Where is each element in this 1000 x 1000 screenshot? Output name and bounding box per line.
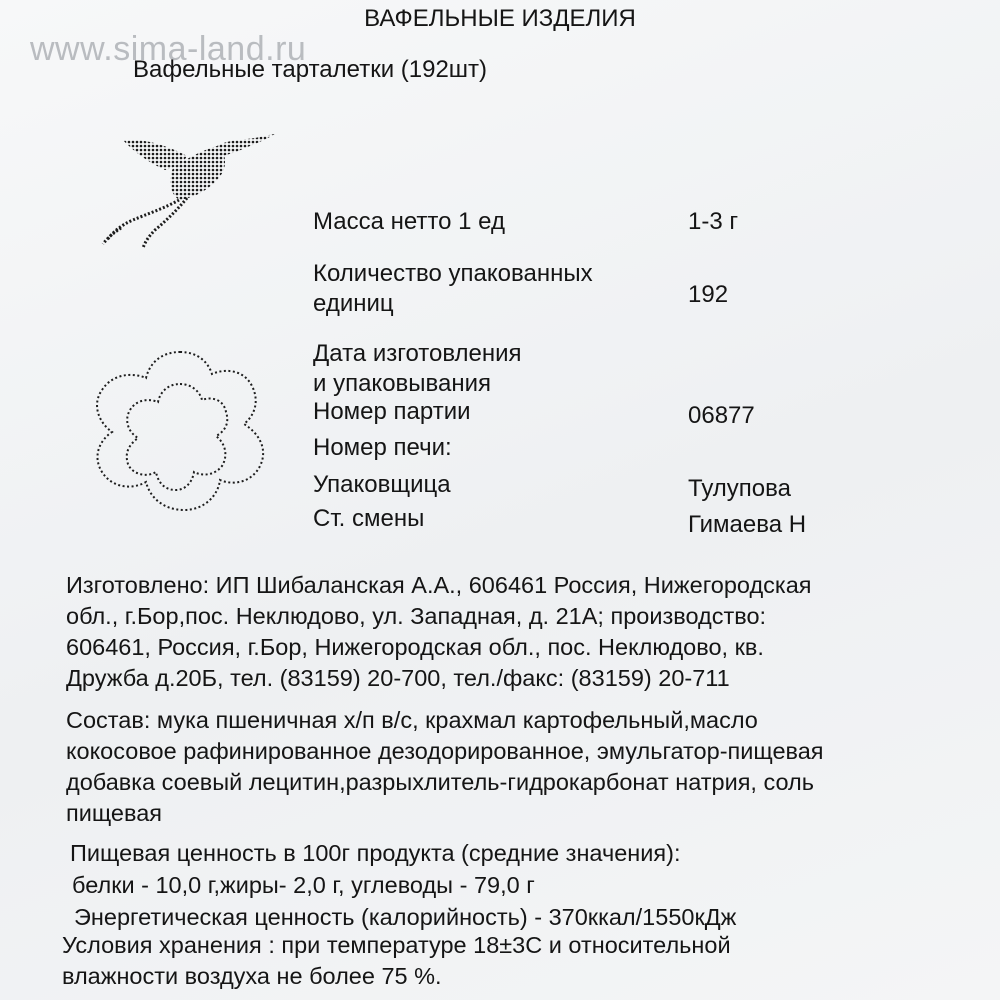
shift-value: Гимаева Н	[688, 511, 807, 538]
batch-label: Номер партии	[313, 398, 471, 425]
manufacturer-text: Изготовлено: ИП Шибаланская А.А., 606461 Россия, Нижегородская обл., г.Бор,пос. Неклюдово, ул. Западная, д. 21А; производство: 606461, Россия, г.Бор, Нижегородская обл., пос. Неклюдово, кв. Дружба д.20Б, тел. (83159) 20-700, тел./факс: (83159) 20-711	[66, 572, 812, 691]
net-mass-label: Масса нетто 1 ед	[313, 208, 505, 235]
oven-label: Номер печи:	[313, 434, 452, 461]
date-label-line2: и упаковывания	[313, 370, 492, 397]
net-mass-value: 1-3 г	[688, 208, 739, 235]
nutrition-line-1: Пищевая ценность в 100г продукта (средние значения):	[70, 840, 681, 866]
packer-label: Упаковщица	[313, 471, 451, 498]
nutrition-line-2: белки - 10,0 г,жиры- 2,0 г, углеводы - 79,0 г	[72, 872, 535, 898]
packer-value: Тулупова	[688, 475, 791, 502]
batch-value: 06877	[688, 402, 755, 429]
label-subtitle: Вафельные тарталетки (192шт)	[133, 56, 488, 83]
quantity-value: 192	[688, 281, 729, 308]
energy-value-text: Энергетическая ценность (калорийность) - 370ккал/1550кДж	[74, 904, 737, 930]
label-title: ВАФЕЛЬНЫЕ ИЗДЕЛИЯ	[364, 5, 636, 32]
shift-label: Ст. смены	[313, 505, 425, 532]
flower-outline-icon	[78, 340, 283, 525]
bird-logo-icon	[95, 128, 280, 258]
watermark: www.sima-land.ru	[30, 30, 307, 68]
storage-text: Условия хранения : при температуре 18±3С и относительной влажности воздуха не более 75 %.	[62, 932, 731, 989]
date-label-line1: Дата изготовления	[313, 340, 522, 367]
quantity-label-line1: Количество упакованных	[313, 260, 593, 287]
composition-text: Состав: мука пшеничная х/п в/с, крахмал картофельный,масло кокосовое рафинированное дезодорированное, эмульгатор-пищевая добавка соевый лецитин,разрыхлитель-гидрокарбонат натрия, соль пищевая	[66, 707, 824, 826]
quantity-label-line2: единиц	[313, 290, 394, 317]
